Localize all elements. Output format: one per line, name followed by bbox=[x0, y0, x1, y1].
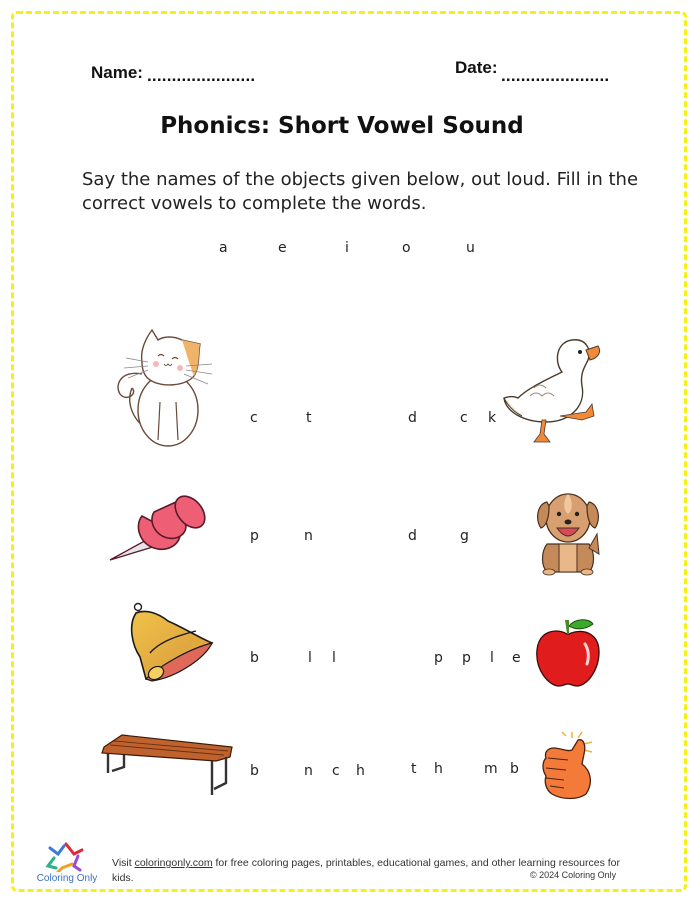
row3-left-letter-3: l bbox=[332, 650, 336, 666]
row4-left-letter-4: h bbox=[356, 763, 365, 779]
footer-visit-prefix: Visit bbox=[112, 857, 135, 869]
row1-left-letter-2: t bbox=[306, 410, 312, 426]
logo-text: Coloring Only bbox=[36, 873, 98, 884]
date-field[interactable]: ...................... bbox=[501, 66, 610, 85]
name-field[interactable]: ...................... bbox=[147, 66, 256, 85]
row3-right-letter-2: p bbox=[462, 650, 471, 666]
row4-left-letter-1: b bbox=[250, 763, 259, 779]
row4-right-letter-2: h bbox=[434, 761, 443, 777]
cat-image bbox=[112, 322, 216, 448]
vowel-o: o bbox=[402, 240, 411, 256]
row4-left-letter-2: n bbox=[304, 763, 313, 779]
row3-left-letter-2: l bbox=[308, 650, 312, 666]
thumbs-up-image bbox=[538, 720, 604, 800]
coloringonly-link[interactable]: coloringonly.com bbox=[134, 857, 213, 869]
row2-left-letter-2: n bbox=[304, 528, 313, 544]
pushpin-image bbox=[106, 486, 212, 564]
vowel-a: a bbox=[219, 240, 228, 256]
vowel-u: u bbox=[466, 240, 475, 256]
instructions: Say the names of the objects given below, out loud. Fill in the correct vowels to complete the words. bbox=[82, 169, 639, 214]
row3-right-letter-4: e bbox=[512, 650, 521, 666]
row2-right-letter-1: d bbox=[408, 528, 417, 544]
row1-right-letter-3: k bbox=[488, 410, 497, 426]
bench-image bbox=[100, 733, 236, 797]
vowel-i: i bbox=[345, 240, 349, 256]
page-title: Phonics: Short Vowel Sound bbox=[160, 113, 524, 139]
apple-image bbox=[535, 618, 601, 688]
name-label: Name: bbox=[91, 63, 143, 82]
row3-right-letter-3: l bbox=[490, 650, 494, 666]
coloring-only-logo[interactable] bbox=[44, 842, 86, 872]
row1-right-letter-1: d bbox=[408, 410, 417, 426]
row4-left-letter-3: c bbox=[332, 763, 340, 779]
dog-image bbox=[533, 486, 603, 576]
row3-left-letter-1: b bbox=[250, 650, 259, 666]
date-label: Date: bbox=[455, 58, 498, 77]
vowel-e: e bbox=[278, 240, 287, 256]
bell-image bbox=[128, 601, 216, 685]
row4-right-letter-4: b bbox=[510, 761, 519, 777]
row2-left-letter-1: p bbox=[250, 528, 259, 544]
row4-right-letter-3: m bbox=[484, 761, 498, 777]
row1-right-letter-2: c bbox=[460, 410, 468, 426]
copyright: © 2024 Coloring Only bbox=[530, 870, 617, 880]
row2-right-letter-2: g bbox=[460, 528, 469, 544]
footer-visit-suffix: for free coloring pages, printables, educational games, and other learning resources for kids. bbox=[112, 857, 620, 884]
duck-image bbox=[500, 332, 604, 446]
row4-right-letter-1: t bbox=[411, 761, 417, 777]
row1-left-letter-1: c bbox=[250, 410, 258, 426]
row3-right-letter-1: p bbox=[434, 650, 443, 666]
